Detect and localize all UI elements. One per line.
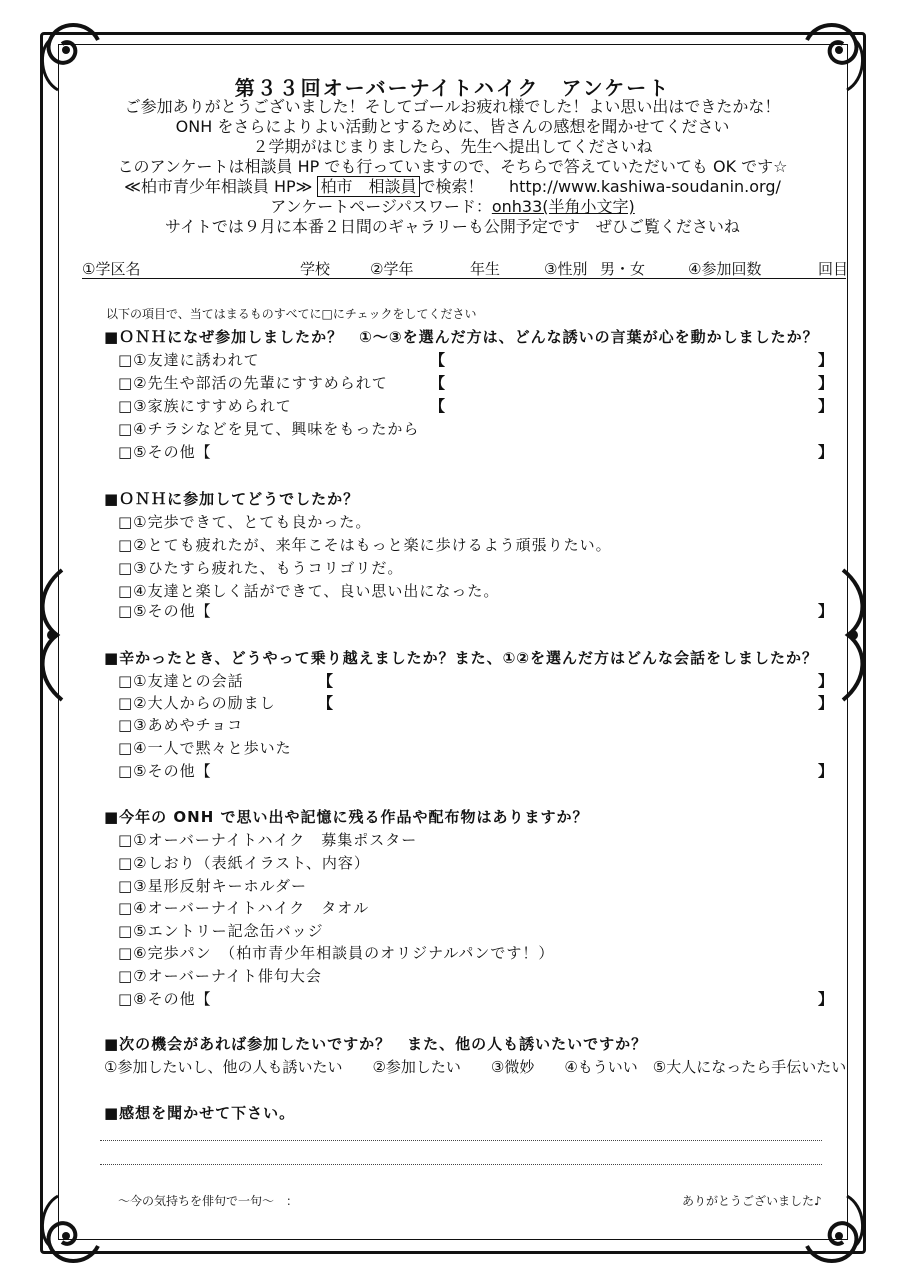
q5-answer-choices[interactable]: ①参加したいし、他の人も誘いたい ②参加したい ③微妙 ④もういい ⑤大人になったら手伝いたい bbox=[104, 1058, 847, 1076]
q1-option-3[interactable]: □③家族にすすめられて bbox=[118, 397, 292, 415]
question-1: ■ＯＮＨになぜ参加しましたか？ ①～③を選んだ方は、どんな誘いの言葉が心を動かしましたか？ bbox=[104, 328, 819, 346]
search-instruction: で検索！ bbox=[419, 177, 484, 196]
question-6: ■感想を聞かせて下さい。 bbox=[104, 1104, 296, 1122]
attendance-count-suffix: 回目 bbox=[818, 260, 849, 278]
comment-line[interactable] bbox=[100, 1164, 822, 1165]
attendance-count-label: ④参加回数 bbox=[688, 260, 762, 278]
q2-option-1[interactable]: □①完歩できて、とても良かった。 bbox=[118, 513, 372, 531]
q1-answer-open: 【 bbox=[430, 397, 446, 415]
gender-options[interactable]: 男・女 bbox=[600, 260, 646, 278]
intro-purpose: ONH をさらによりよい活動とするために、皆さんの感想を聞かせてください bbox=[175, 117, 730, 136]
question-2: ■ＯＮＨに参加してどうでしたか？ bbox=[104, 490, 360, 508]
intro-thanks: ご参加ありがとうございました！そしてゴールお疲れ様でした！よい思い出はできたかな！ bbox=[124, 97, 781, 116]
school-label: 学校 bbox=[300, 260, 331, 278]
q4-option-6[interactable]: □⑥完歩パン （柏市青少年相談員のオリジナルパンです！） bbox=[118, 944, 555, 962]
q1-option-2[interactable]: □②先生や部活の先輩にすすめられて bbox=[118, 374, 388, 392]
q2-other-close: 】 bbox=[818, 602, 834, 620]
q4-option-3[interactable]: □③星形反射キーホルダー bbox=[118, 877, 308, 895]
question-5: ■次の機会があれば参加したいですか？ また、他の人も誘いたいですか？ bbox=[104, 1035, 648, 1053]
q4-option-4[interactable]: □④オーバーナイトハイク タオル bbox=[118, 899, 370, 917]
q2-option-5[interactable]: □⑤その他【 bbox=[118, 602, 212, 620]
q3-option-3[interactable]: □③あめやチョコ bbox=[118, 716, 244, 734]
grade-suffix: 年生 bbox=[470, 260, 501, 278]
question-3: ■辛かったとき、どうやって乗り越えましたか？また、①②を選んだ方はどんな会話をしましたか？ bbox=[104, 649, 818, 667]
q3-option-1[interactable]: □①友達との会話 bbox=[118, 672, 244, 690]
intro-search bbox=[0, 178, 905, 196]
password-label: アンケートページパスワード： bbox=[270, 197, 492, 216]
q3-answer-open: 【 bbox=[318, 694, 334, 712]
q3-answer-close: 】 bbox=[818, 694, 834, 712]
q4-option-7[interactable]: □⑦オーバーナイト俳句大会 bbox=[118, 967, 322, 985]
website-url[interactable]: http://www.kashiwa-soudanin.org/ bbox=[508, 177, 781, 196]
q3-option-2[interactable]: □②大人からの励まし bbox=[118, 694, 276, 712]
q2-option-2[interactable]: □②とても疲れたが、来年こそはもっと楽に歩けるよう頑張りたい。 bbox=[118, 536, 612, 554]
intro-gallery: サイトでは９月に本番２日間のギャラリーも公開予定です ぜひご覧くださいね bbox=[165, 217, 740, 236]
q1-answer-close: 】 bbox=[818, 374, 834, 392]
q1-option-1[interactable]: □①友達に誘われて bbox=[118, 351, 260, 369]
q1-answer-open: 【 bbox=[430, 351, 446, 369]
grade-label: ②学年 bbox=[370, 260, 414, 278]
q4-other-close: 】 bbox=[818, 990, 834, 1008]
intro-online: このアンケートは相談員 HP でも行っていますので、そちらで答えていただいても OK です☆ bbox=[117, 157, 788, 176]
q1-answer-close: 】 bbox=[818, 351, 834, 369]
q1-other-close: 】 bbox=[818, 443, 834, 461]
checkbox-instruction: 以下の項目で、当てはまるものすべてに□にチェックをしてください bbox=[106, 307, 477, 321]
q3-other-close: 】 bbox=[818, 762, 834, 780]
intro-submit: ２学期がはじまりましたら、先生へ提出してくださいね bbox=[252, 137, 653, 156]
q1-answer-close: 】 bbox=[818, 397, 834, 415]
q2-option-3[interactable]: □③ひたすら疲れた、もうコリゴリだ。 bbox=[118, 559, 404, 577]
haiku-prompt: ～今の気持ちを俳句で一句～ ： bbox=[118, 1194, 299, 1208]
thank-you-note: ありがとうございました♪ bbox=[682, 1194, 822, 1208]
q2-option-4[interactable]: □④友達と楽しく話ができて、良い思い出になった。 bbox=[118, 582, 500, 600]
comment-line[interactable] bbox=[100, 1140, 822, 1141]
corner-scroll-icon bbox=[28, 1186, 118, 1276]
respondent-info-line bbox=[82, 258, 849, 279]
search-keyword: 柏市 相談員 bbox=[317, 176, 419, 197]
q1-answer-open: 【 bbox=[430, 374, 446, 392]
survey-title: 第３３回オーバーナイトハイク アンケート bbox=[234, 76, 671, 100]
q3-answer-close: 】 bbox=[818, 672, 834, 690]
question-4: ■今年の ONH で思い出や記憶に残る作品や配布物はありますか？ bbox=[104, 808, 589, 826]
q4-option-8[interactable]: □⑧その他【 bbox=[118, 990, 212, 1008]
q4-option-1[interactable]: □①オーバーナイトハイク 募集ポスター bbox=[118, 831, 418, 849]
q1-option-5[interactable]: □⑤その他【 bbox=[118, 443, 212, 461]
q4-option-2[interactable]: □②しおり（表紙イラスト、内容） bbox=[118, 854, 370, 872]
q4-option-5[interactable]: □⑤エントリー記念缶バッジ bbox=[118, 922, 324, 940]
password-value: onh33(半角小文字) bbox=[491, 197, 635, 216]
q3-answer-open: 【 bbox=[318, 672, 334, 690]
gender-label: ③性別 bbox=[544, 260, 588, 278]
q1-option-4[interactable]: □④チラシなどを見て、興味をもったから bbox=[118, 420, 420, 438]
homepage-label: ≪柏市青少年相談員 HP≫ bbox=[124, 177, 313, 196]
q3-option-4[interactable]: □④一人で黙々と歩いた bbox=[118, 739, 292, 757]
district-label: ①学区名 bbox=[82, 260, 141, 278]
intro-password bbox=[0, 198, 905, 216]
side-scroll-icon bbox=[22, 560, 82, 710]
q3-option-5[interactable]: □⑤その他【 bbox=[118, 762, 212, 780]
